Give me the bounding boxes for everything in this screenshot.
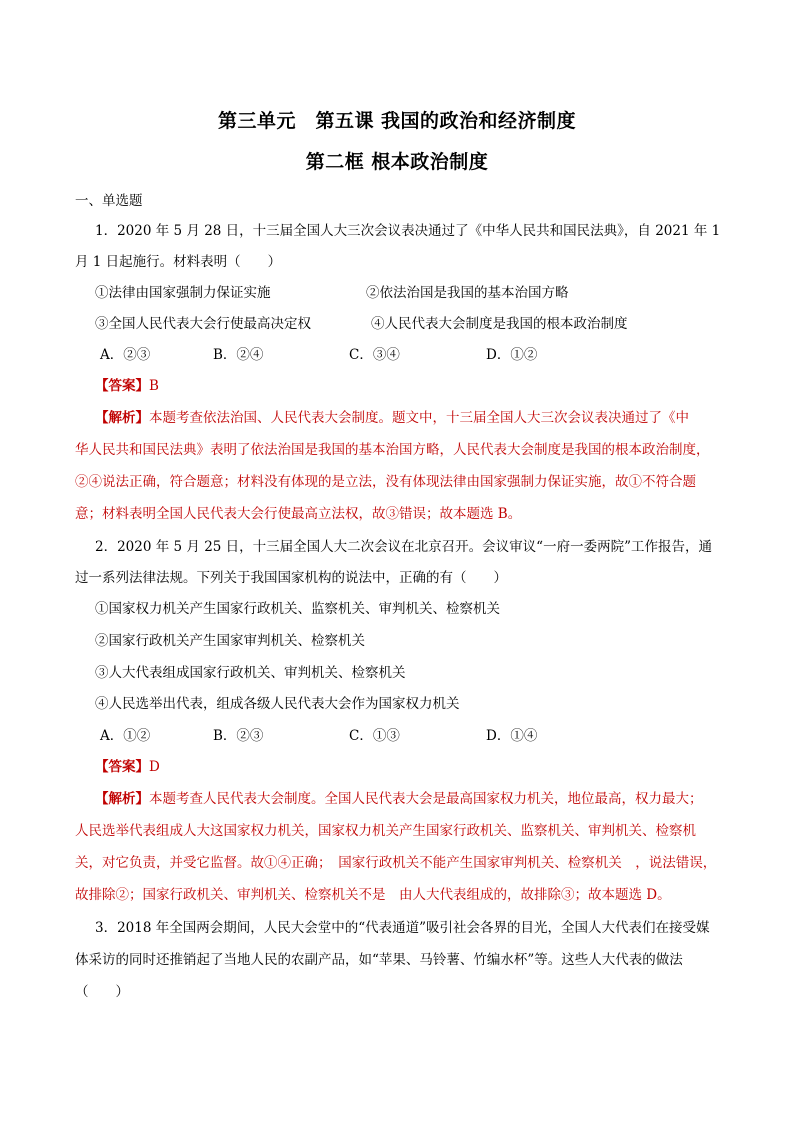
q2-analysis-line4: 故排除②；国家行政机关、审判机关、检察机关不是 由人大代表组成的，故排除③；故本题选 D。 xyxy=(75,887,671,903)
q1-option-a: A．②③ xyxy=(100,347,151,363)
q2-answer xyxy=(95,758,160,776)
q1-option-c: C．③④ xyxy=(349,347,400,363)
q2-answer-tag: 【答案】 xyxy=(95,759,149,775)
q1-analysis-line2: 华人民共和国民法典》表明了依法治国是我国的基本治国方略，人民代表大会制度是我国的根本政治制度， xyxy=(75,442,710,458)
q2-stem-line1: 2．2020 年 5 月 25 日，十三届全国人大二次会议在北京召开。会议审议“一府一委两院”工作报告，通 xyxy=(95,539,712,555)
q2-item-3: ③人大代表组成国家行政机关、审判机关、检察机关 xyxy=(95,665,406,681)
q2-answer-value: D xyxy=(149,759,160,775)
q2-analysis-line2: 人民选举代表组成人大这国家权力机关，国家权力机关产生国家行政机关、监察机关、审判机关、检察机 xyxy=(75,823,696,839)
q2-analysis-line3: 关，对它负责，并受它监督。故①④正确； 国家行政机关不能产生国家审判机关、检察机关 ，说法错误， xyxy=(75,855,717,871)
q2-item-1: ①国家权力机关产生国家行政机关、监察机关、审判机关、检察机关 xyxy=(95,601,500,617)
q1-answer-value: B xyxy=(149,378,159,394)
q1-analysis-tag: 【解析】 xyxy=(95,410,149,426)
q1-analysis-line4: 意；材料表明全国人民代表大会行使最高立法权，故③错误；故本题选 B。 xyxy=(75,506,522,522)
q1-option-b: B．②④ xyxy=(213,347,264,363)
q1-item-1: ①法律由国家强制力保证实施 xyxy=(95,285,271,301)
q2-option-d: D．①④ xyxy=(486,728,538,744)
q1-analysis-text1: 本题考查依法治国、人民代表大会制度。题文中，十三届全国人大三次会议表决通过了《中 xyxy=(149,410,689,426)
q2-analysis-tag: 【解析】 xyxy=(95,791,149,807)
q1-option-d: D．①② xyxy=(486,347,538,363)
section-heading: 一、单选题 xyxy=(75,193,143,209)
q1-analysis-line1 xyxy=(95,409,689,427)
q1-item-2: ②依法治国是我国的基本治国方略 xyxy=(366,285,569,301)
page-subtitle: 第二框 根本政治制度 xyxy=(305,151,489,173)
page-title: 第三单元 第五课 我国的政治和经济制度 xyxy=(217,110,577,132)
q1-answer xyxy=(95,377,159,395)
q2-option-a: A．①② xyxy=(100,728,151,744)
q2-item-2: ②国家行政机关产生国家审判机关、检察机关 xyxy=(95,633,365,649)
q1-stem-line1: 1．2020 年 5 月 28 日，十三届全国人大三次会议表决通过了《中华人民共和国民法典》，自 2021 年 1 xyxy=(95,223,721,239)
q1-stem-line2: 月 1 日起施行。材料表明（ ） xyxy=(75,254,282,270)
q3-stem-line2: 体采访的同时还推销起了当地人民的农副产品，如“苹果、马铃薯、竹编水杯”等。这些人大代表的做法 xyxy=(75,952,683,968)
q1-answer-tag: 【答案】 xyxy=(95,378,149,394)
q3-stem-line3: （ ） xyxy=(75,984,129,1000)
q1-analysis-line3: ②④说法正确，符合题意；材料没有体现的是立法，没有体现法律由国家强制力保证实施，故①不符合题 xyxy=(75,474,696,490)
q2-option-b: B．②③ xyxy=(213,728,264,744)
q2-item-4: ④人民选举出代表，组成各级人民代表大会作为国家权力机关 xyxy=(95,696,460,712)
q2-analysis-text1: 本题考查人民代表大会制度。全国人民代表大会是最高国家权力机关，地位最高，权力最大； xyxy=(149,791,703,807)
q1-item-4: ④人民代表大会制度是我国的根本政治制度 xyxy=(371,316,628,332)
q2-option-c: C．①③ xyxy=(349,728,400,744)
q2-analysis-line1 xyxy=(95,790,703,808)
q2-stem-line2: 过一系列法律法规。下列关于我国国家机构的说法中，正确的有（ ） xyxy=(75,570,507,586)
q1-item-3: ③全国人民代表大会行使最高决定权 xyxy=(95,316,311,332)
q3-stem-line1: 3．2018 年全国两会期间，人民大会堂中的“代表通道”吸引社会各界的目光，全国人大代表们在接受媒 xyxy=(95,920,710,936)
